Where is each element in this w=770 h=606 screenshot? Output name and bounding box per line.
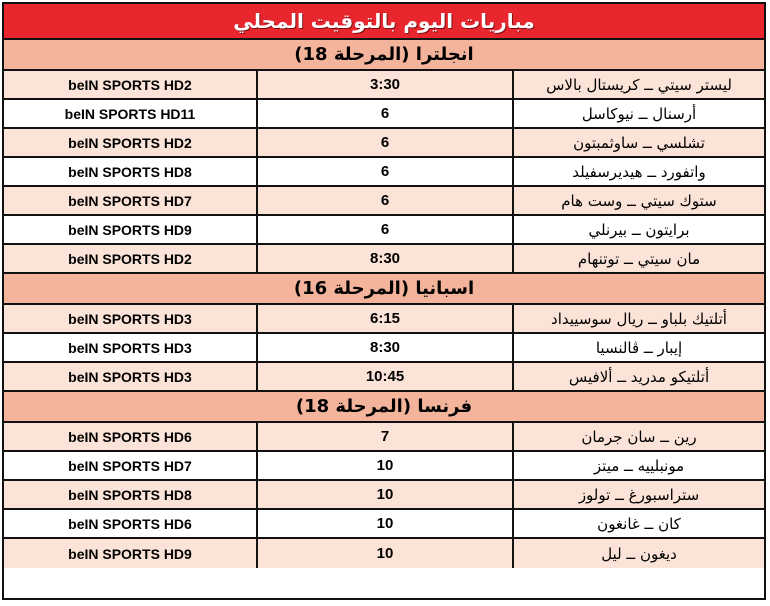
channel-cell: beIN SPORTS HD2 bbox=[4, 129, 258, 156]
channel-cell: beIN SPORTS HD2 bbox=[4, 71, 258, 98]
table-row bbox=[4, 245, 764, 274]
table-row bbox=[4, 423, 764, 452]
channel-cell: beIN SPORTS HD8 bbox=[4, 481, 258, 508]
time-cell: 8:30 bbox=[258, 334, 514, 361]
channel-cell: beIN SPORTS HD3 bbox=[4, 363, 258, 390]
table-row bbox=[4, 129, 764, 158]
table-row bbox=[4, 334, 764, 363]
match-cell: أتلتيك بلباو ــ ريال سوسييداد bbox=[551, 309, 727, 328]
table-row bbox=[4, 510, 764, 539]
match-cell: كان ــ غانغون bbox=[597, 514, 681, 533]
match-cell: مان سيتي ــ توتنهام bbox=[577, 249, 701, 268]
match-cell: برايتون ــ بيرنلي bbox=[588, 220, 690, 239]
match-schedule-table bbox=[2, 2, 766, 600]
table-body bbox=[4, 40, 764, 568]
channel-cell: beIN SPORTS HD9 bbox=[4, 216, 258, 243]
time-cell: 10 bbox=[258, 481, 514, 508]
table-row bbox=[4, 452, 764, 481]
time-cell: 10 bbox=[258, 452, 514, 479]
channel-cell: beIN SPORTS HD7 bbox=[4, 187, 258, 214]
table-row bbox=[4, 216, 764, 245]
time-cell: 6 bbox=[258, 216, 514, 243]
match-cell: ديغون ــ ليل bbox=[601, 544, 677, 563]
time-cell: 7 bbox=[258, 423, 514, 450]
section-header: اسبانيا (المرحلة 16) bbox=[4, 274, 764, 305]
match-cell: ستوك سيتي ــ وست هام bbox=[561, 191, 717, 210]
time-cell: 6 bbox=[258, 158, 514, 185]
table-title: مباريات اليوم بالتوقيت المحلي bbox=[4, 4, 764, 40]
time-cell: 6 bbox=[258, 129, 514, 156]
match-cell: تشلسي ــ ساوثمبتون bbox=[573, 133, 705, 152]
match-cell: إيبار ــ ڤالنسيا bbox=[595, 338, 683, 357]
time-cell: 6:15 bbox=[258, 305, 514, 332]
time-cell: 6 bbox=[258, 100, 514, 127]
channel-cell: beIN SPORTS HD7 bbox=[4, 452, 258, 479]
time-cell: 10:45 bbox=[258, 363, 514, 390]
channel-cell: beIN SPORTS HD8 bbox=[4, 158, 258, 185]
channel-cell: beIN SPORTS HD9 bbox=[4, 539, 258, 568]
channel-cell: beIN SPORTS HD3 bbox=[4, 334, 258, 361]
match-cell: ستراسبورغ ــ تولوز bbox=[578, 485, 700, 504]
match-cell: أتلتيكو مدريد ــ ألافيس bbox=[568, 367, 710, 386]
channel-cell: beIN SPORTS HD11 bbox=[4, 100, 258, 127]
match-cell: أرسنال ــ نيوكاسل bbox=[581, 104, 697, 123]
channel-cell: beIN SPORTS HD6 bbox=[4, 510, 258, 537]
match-cell: ليستر سيتي ــ كريستال بالاس bbox=[546, 75, 732, 94]
time-cell: 10 bbox=[258, 510, 514, 537]
table-row bbox=[4, 363, 764, 392]
channel-cell: beIN SPORTS HD3 bbox=[4, 305, 258, 332]
match-cell: مونبلييه ــ ميتز bbox=[593, 456, 685, 475]
time-cell: 6 bbox=[258, 187, 514, 214]
table-row bbox=[4, 539, 764, 568]
section-header: فرنسا (المرحلة 18) bbox=[4, 392, 764, 423]
time-cell: 3:30 bbox=[258, 71, 514, 98]
channel-cell: beIN SPORTS HD6 bbox=[4, 423, 258, 450]
match-cell: واتفورد ــ هيديرسفيلد bbox=[572, 162, 706, 181]
table-row bbox=[4, 71, 764, 100]
section-header: انجلترا (المرحلة 18) bbox=[4, 40, 764, 71]
channel-cell: beIN SPORTS HD2 bbox=[4, 245, 258, 272]
table-row bbox=[4, 100, 764, 129]
match-cell: رين ــ سان جرمان bbox=[581, 427, 697, 446]
time-cell: 10 bbox=[258, 539, 514, 568]
table-row bbox=[4, 481, 764, 510]
table-row bbox=[4, 187, 764, 216]
table-row bbox=[4, 158, 764, 187]
time-cell: 8:30 bbox=[258, 245, 514, 272]
table-row bbox=[4, 305, 764, 334]
